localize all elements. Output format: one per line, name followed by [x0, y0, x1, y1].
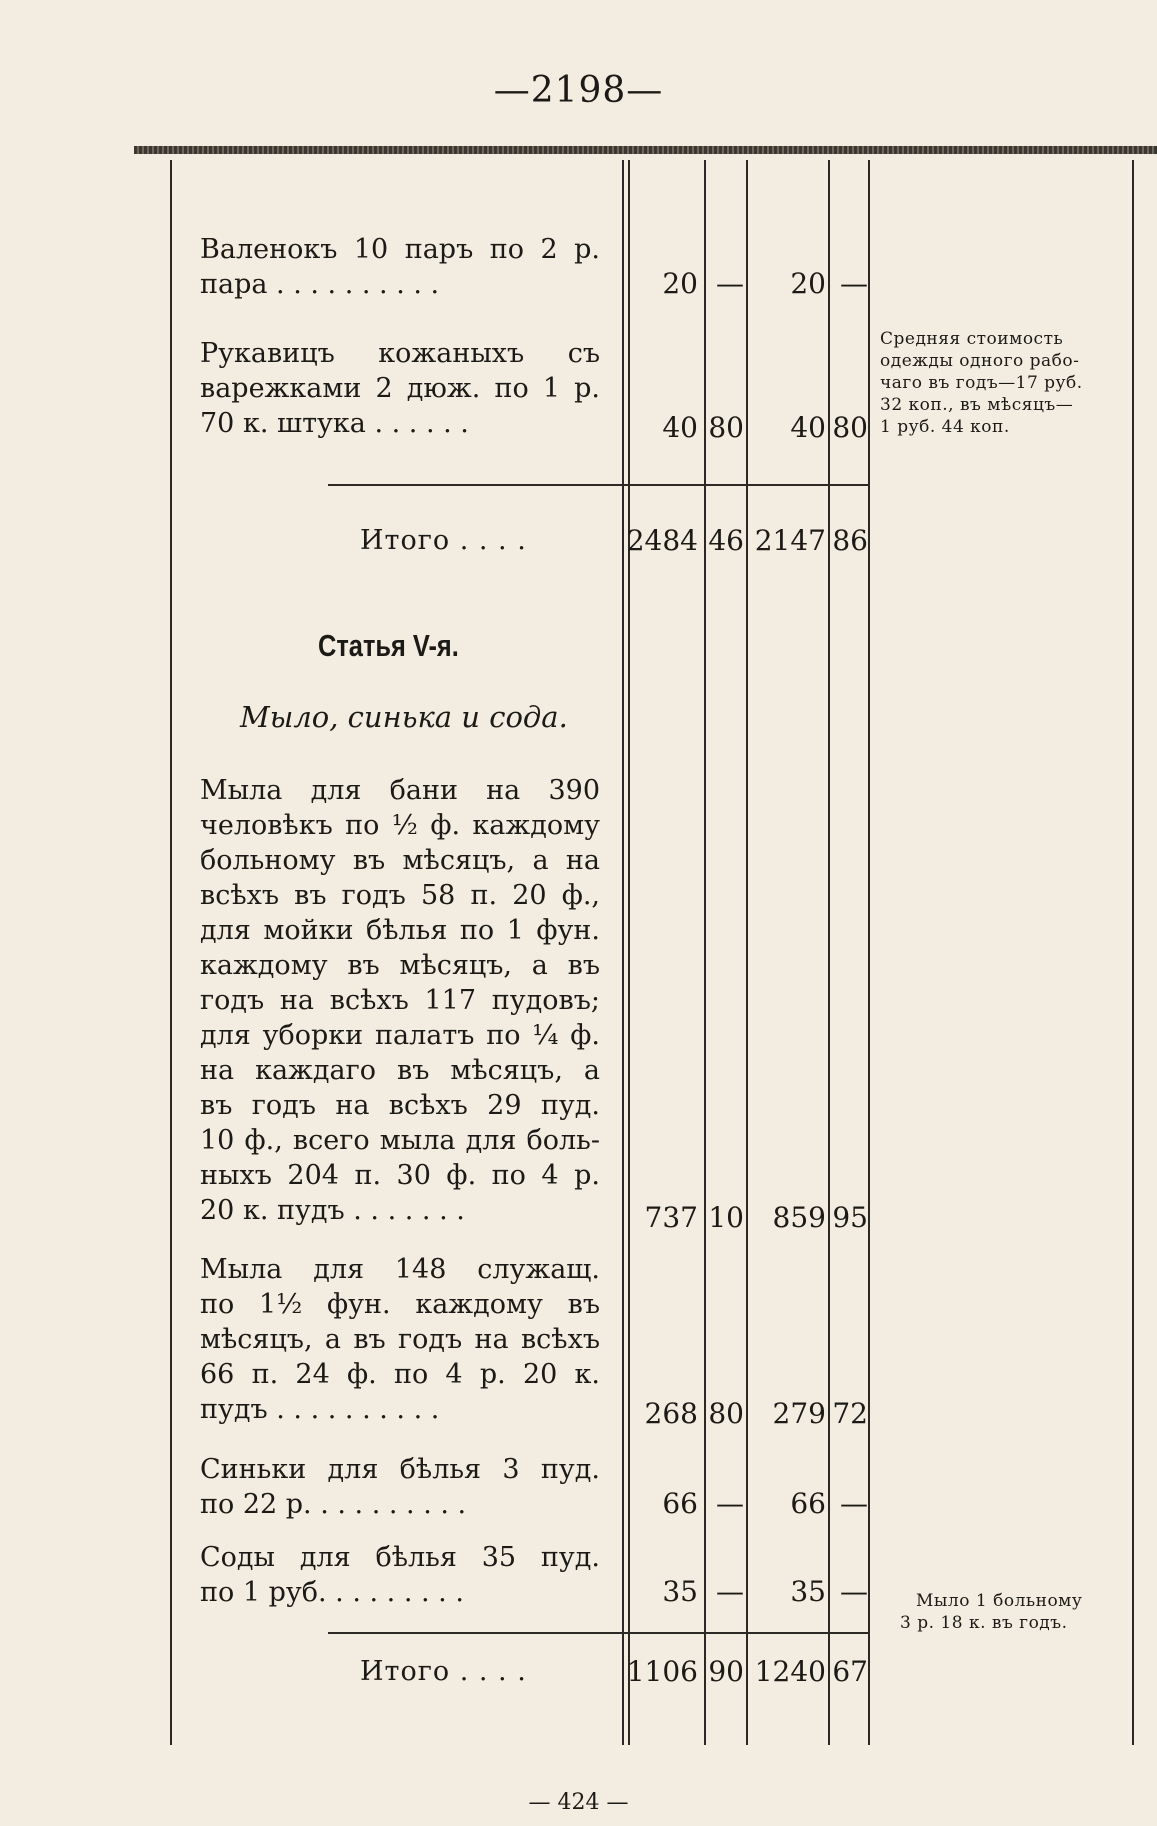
- amount-rub-1: 737: [644, 1201, 698, 1234]
- amount-kop-2: —: [840, 1487, 868, 1520]
- total-kop-1: 46: [708, 524, 744, 557]
- amount-kop-1: —: [716, 267, 744, 300]
- item-description: [200, 1252, 600, 1427]
- amount-rub-1: 35: [662, 1575, 698, 1608]
- note-line: чаго въ годъ—17 руб.: [880, 373, 1083, 393]
- total-kop-2: 86: [832, 524, 868, 557]
- amount-kop-1: 80: [708, 1397, 744, 1430]
- description-line: по 1½ фун. каждому въ: [200, 1289, 600, 1320]
- description-line: для уборки палатъ по ¼ ф.: [200, 1020, 600, 1051]
- amount-kop-2: —: [840, 1575, 868, 1608]
- item-description: [200, 773, 600, 1228]
- total-rub-1: 1106: [626, 1655, 698, 1688]
- amount-rub-2: 279: [772, 1397, 826, 1430]
- description-line: въ годъ на всѣхъ 29 пуд.: [200, 1090, 600, 1121]
- amount-kop-2: —: [840, 267, 868, 300]
- section-subtitle: Мыло, синька и сода.: [240, 700, 568, 734]
- amount-kop-1: 10: [708, 1201, 744, 1234]
- amount-rub-2: 66: [790, 1487, 826, 1520]
- note-line: одежды одного рабо-: [880, 351, 1080, 371]
- description-line: по 22 р. . . . . . . . . .: [200, 1489, 467, 1520]
- total-label: Итого . . . .: [360, 525, 527, 556]
- description-line: пудъ . . . . . . . . . .: [200, 1394, 440, 1425]
- amount-kop-2: 95: [832, 1201, 868, 1234]
- description-line: 10 ф., всего мыла для боль-: [200, 1125, 600, 1156]
- description-line: для мойки бѣлья по 1 фун.: [200, 915, 600, 946]
- description-line: по 1 руб. . . . . . . . .: [200, 1577, 464, 1608]
- amount-rub-2: 20: [790, 267, 826, 300]
- total-rub-2: 2147: [754, 524, 826, 557]
- description-line: Мыла для бани на 390: [200, 775, 600, 806]
- column-rule: [868, 160, 870, 1745]
- description-line: Соды для бѣлья 35 пуд.: [200, 1542, 600, 1573]
- side-note: [880, 328, 1120, 438]
- total-kop-2: 67: [832, 1655, 868, 1688]
- total-kop-1: 90: [708, 1655, 744, 1688]
- description-line: пара . . . . . . . . . .: [200, 269, 440, 300]
- table-right-border: [1132, 160, 1134, 1745]
- amount-kop-2: 80: [832, 411, 868, 444]
- total-label: Итого . . . .: [360, 1656, 527, 1687]
- amount-kop-1: —: [716, 1575, 744, 1608]
- total-rub-2: 1240: [754, 1655, 826, 1688]
- amount-rub-1: 20: [662, 267, 698, 300]
- total-rule: [328, 1632, 868, 1634]
- description-line: человѣкъ по ½ ф. каждому: [200, 810, 600, 841]
- description-line: больному въ мѣсяцъ, а на: [200, 845, 600, 876]
- item-description: [200, 1540, 600, 1610]
- description-line: 66 п. 24 ф. по 4 р. 20 к.: [200, 1359, 600, 1390]
- amount-rub-2: 40: [790, 411, 826, 444]
- description-line: 70 к. штука . . . . . .: [200, 408, 469, 439]
- total-rub-1: 2484: [626, 524, 698, 557]
- note-line: Средняя стоимость: [880, 329, 1064, 349]
- item-description: [200, 1452, 600, 1522]
- amount-kop-1: —: [716, 1487, 744, 1520]
- description-line: Мыла для 148 служащ.: [200, 1254, 600, 1285]
- description-line: Валенокъ 10 паръ по 2 р.: [200, 234, 600, 265]
- description-line: 20 к. пудъ . . . . . . .: [200, 1195, 465, 1226]
- note-line: 32 коп., въ мѣсяцъ—: [880, 395, 1074, 415]
- description-line: всѣхъ въ годъ 58 п. 20 ф.,: [200, 880, 600, 911]
- description-line: на каждаго въ мѣсяцъ, а: [200, 1055, 600, 1086]
- column-rule: [704, 160, 706, 1745]
- amount-rub-1: 66: [662, 1487, 698, 1520]
- section-title: Статья V-я.: [318, 628, 459, 663]
- description-line: Синьки для бѣлья 3 пуд.: [200, 1454, 600, 1485]
- note-line: 3 р. 18 к. въ годъ.: [900, 1613, 1068, 1633]
- amount-rub-2: 859: [772, 1201, 826, 1234]
- amount-kop-2: 72: [832, 1397, 868, 1430]
- description-line: годъ на всѣхъ 117 пудовъ;: [200, 985, 600, 1016]
- page-number-bottom: — 424 —: [528, 1790, 629, 1815]
- description-line: Рукавицъ кожаныхъ съ: [200, 338, 600, 369]
- page-number-top: —2198—: [493, 70, 664, 111]
- amount-kop-1: 80: [708, 411, 744, 444]
- description-line: ныхъ 204 п. 30 ф. по 4 р.: [200, 1160, 600, 1191]
- total-rule: [328, 484, 868, 486]
- note-line: 1 руб. 44 коп.: [880, 417, 1010, 437]
- description-line: варежками 2 дюж. по 1 р.: [200, 373, 600, 404]
- note-line: Мыло 1 больному: [916, 1591, 1083, 1611]
- item-description: [200, 336, 600, 441]
- description-line: мѣсяцъ, а въ годъ на всѣхъ: [200, 1324, 600, 1355]
- item-description: [200, 232, 600, 302]
- table-left-border: [170, 160, 172, 1745]
- header-rule: [134, 146, 1157, 154]
- amount-rub-2: 35: [790, 1575, 826, 1608]
- amount-rub-1: 268: [644, 1397, 698, 1430]
- amount-rub-1: 40: [662, 411, 698, 444]
- side-note: [900, 1590, 1140, 1634]
- description-line: каждому въ мѣсяцъ, а въ: [200, 950, 600, 981]
